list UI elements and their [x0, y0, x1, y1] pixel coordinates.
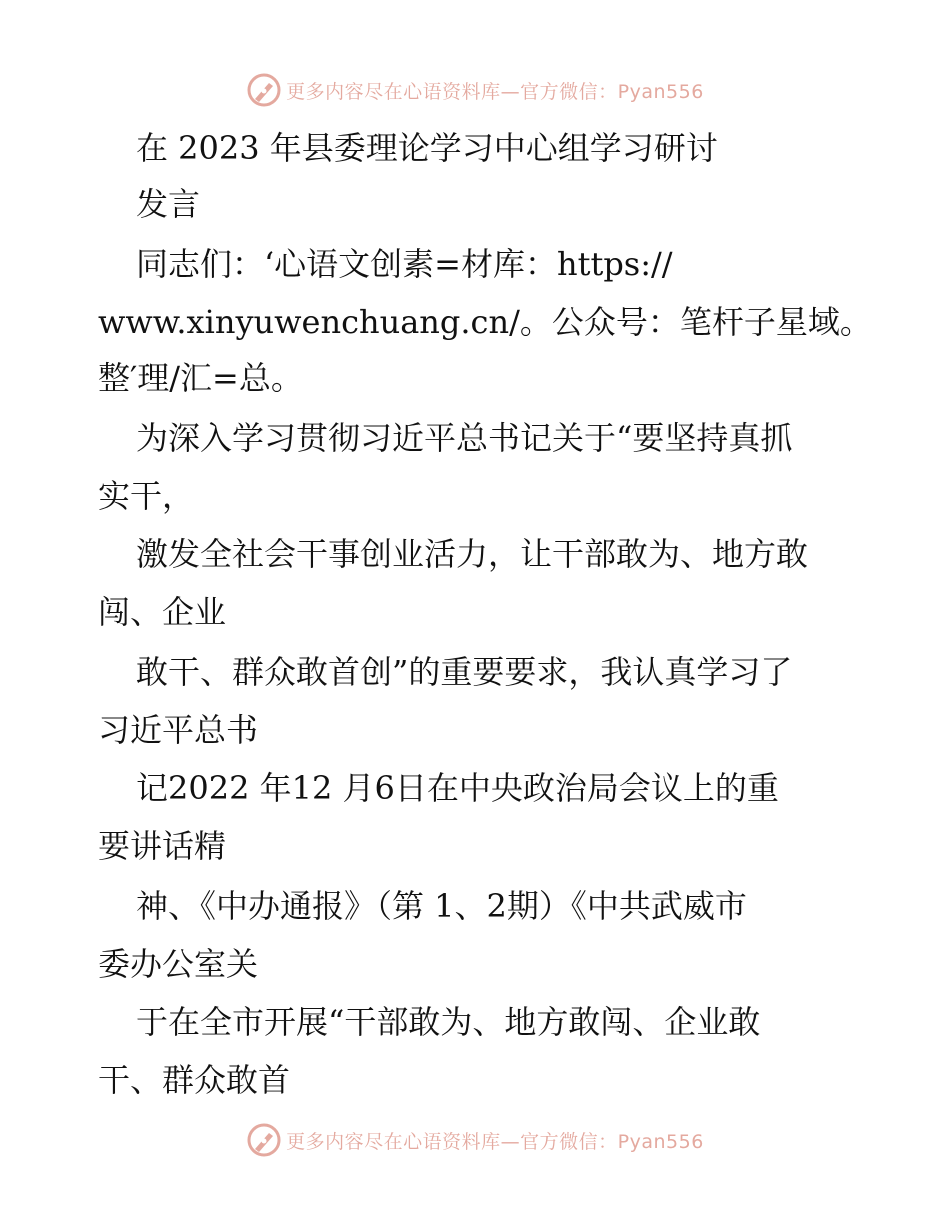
pen-logo-icon	[246, 1122, 282, 1158]
body-line: 委办公室关	[98, 945, 259, 983]
title-line-2: 发言	[136, 185, 201, 223]
body-line: 习近平总书	[98, 711, 259, 749]
body-line: 敢干、群众敢首创”的重要要求，我认真学习了	[136, 653, 793, 691]
body-line: 为深入学习贯彻习近平总书记关于“要坚持真抓	[136, 419, 793, 457]
body-line: 同志们：‘心语文创素=材库：https://	[136, 245, 673, 283]
body-line: www.xinyuwenchuang.cn/。公众号：笔杆子星域。	[98, 303, 872, 341]
body-line: 记2022 年12 月6日在中央政治局会议上的重	[136, 769, 779, 807]
watermark-text: 更多内容尽在心语资料库—官方微信：Pyan556	[286, 1130, 704, 1153]
pen-logo-icon	[246, 72, 282, 108]
watermark-banner-bottom	[0, 1120, 950, 1160]
body-line: 干、群众敢首	[98, 1061, 291, 1099]
body-line: 闯、企业	[98, 593, 227, 631]
body-line: 整′理/汇=总。	[98, 359, 303, 397]
title-line-1: 在 2023 年县委理论学习中心组学习研讨	[136, 129, 718, 167]
body-line: 实干，	[98, 477, 195, 515]
body-line: 于在全市开展“干部敢为、地方敢闯、企业敢	[136, 1003, 761, 1041]
watermark-banner-top	[0, 70, 950, 110]
body-line: 激发全社会干事创业活力，让干部敢为、地方敢	[136, 535, 809, 573]
body-line: 神、《中办通报》（第 1、2期）《中共武威市	[136, 887, 747, 925]
watermark-text: 更多内容尽在心语资料库—官方微信：Pyan556	[286, 80, 704, 103]
body-line: 要讲话精	[98, 827, 227, 865]
